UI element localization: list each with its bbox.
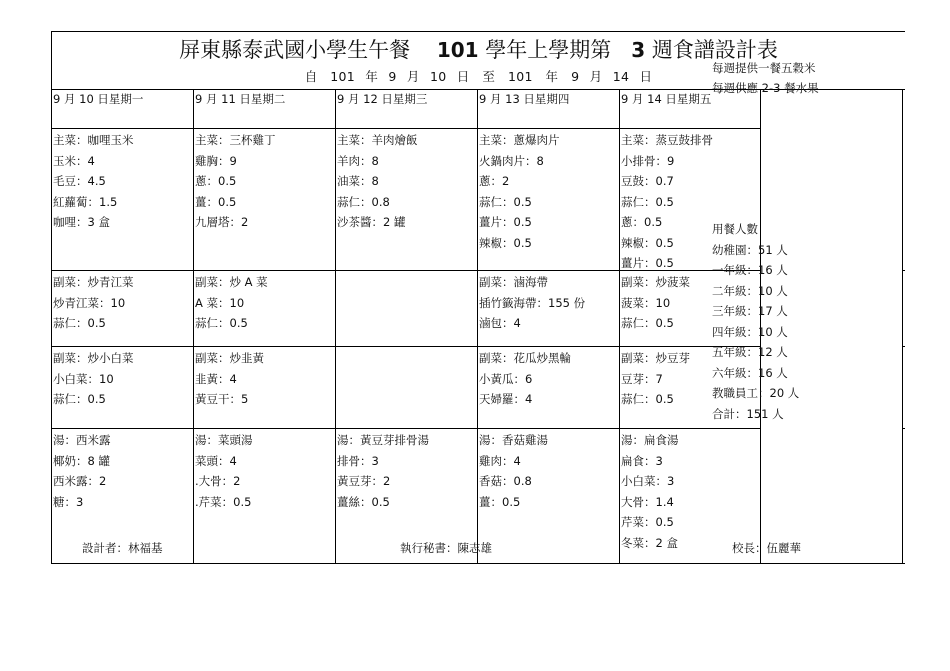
secretary-label: 執行秘書：陳志雄 <box>400 541 492 555</box>
side-dish-line: A 菜：10 <box>195 295 245 310</box>
row-rule <box>51 428 760 429</box>
main-dish-line: 咖哩：3 盒 <box>53 215 110 229</box>
principal-label: 校長：伍麗華 <box>732 541 801 555</box>
day-header: 9 月 13 日星期四 <box>479 92 570 106</box>
side-dish-line: 副菜：炒小白菜 <box>53 351 134 365</box>
headcount-row: 二年級：10 人 <box>712 283 788 298</box>
soup-line: 菜頭：4 <box>195 453 237 468</box>
menu-cell-soup <box>479 430 548 512</box>
soup-line: 香菇：0.8 <box>479 474 532 488</box>
title-part3: 週食譜設計表 <box>651 38 778 62</box>
side-dish-line: 蒜仁：0.5 <box>53 392 106 406</box>
designer-label: 設計者：林福基 <box>82 541 163 555</box>
main-dish-line: 主菜：蔥爆肉片 <box>479 133 560 147</box>
title-year: 101 <box>436 38 479 62</box>
soup-line: 湯：黃豆芽排骨湯 <box>337 433 429 447</box>
day-header: 9 月 14 日星期五 <box>621 92 712 106</box>
soup-line: 冬菜：2 盒 <box>621 535 678 550</box>
note-fruit: 每週供應 2-3 餐水果 <box>712 81 819 95</box>
menu-cell-side1 <box>479 272 585 334</box>
menu-cell-soup <box>53 430 111 512</box>
headcount-row: 四年級：10 人 <box>712 324 788 339</box>
column-rule <box>619 89 620 564</box>
side-dish-line: 副菜：滷海帶 <box>479 275 548 289</box>
soup-line: 大骨：1.4 <box>621 494 674 509</box>
side-dish-line: 炒青江菜：10 <box>53 295 126 310</box>
menu-cell-soup <box>621 430 679 553</box>
row-rule <box>51 346 760 347</box>
soup-line: 湯：香菇雞湯 <box>479 433 548 447</box>
column-rule <box>335 89 336 564</box>
title-part2: 學年上學期第 <box>485 38 612 62</box>
soup-line: 椰奶：8 罐 <box>53 453 110 468</box>
side-dish-line: 黃豆干：5 <box>195 392 249 406</box>
weekly-note <box>712 58 819 98</box>
main-dish-line: 主菜：咖哩玉米 <box>53 133 134 147</box>
soup-line: 小白菜：3 <box>621 474 675 488</box>
headcount-row: 合計：151 人 <box>712 406 784 421</box>
main-dish-line: 蒜仁：0.8 <box>337 194 390 209</box>
main-dish-line: 羊肉：8 <box>337 153 379 168</box>
soup-line: 薑絲：0.5 <box>337 494 390 509</box>
side-dish-line: 副菜：炒 A 菜 <box>195 275 268 289</box>
soup-line: 排骨：3 <box>337 453 379 468</box>
side-dish-line: 豆芽：7 <box>621 371 663 386</box>
main-dish-line: 主菜：蒸豆鼓排骨 <box>621 133 713 147</box>
soup-line: 西米露：2 <box>53 474 107 488</box>
title-week: 3 <box>631 38 646 62</box>
main-dish-line: 主菜：羊肉燴飯 <box>337 133 418 147</box>
soup-line: .大骨：2 <box>195 474 241 488</box>
side-dish-line: 蒜仁：0.5 <box>621 316 674 330</box>
side-dish-line: 滷包：4 <box>479 316 521 330</box>
row-rule <box>51 128 760 129</box>
menu-cell-main <box>53 130 134 233</box>
headcount-row: 三年級：17 人 <box>712 304 788 318</box>
main-dish-line: 雞胸：9 <box>195 153 237 168</box>
headcount-title: 用餐人數 <box>712 222 758 236</box>
main-dish-line: 玉米：4 <box>53 153 95 168</box>
headcount-row: 六年級：16 人 <box>712 365 788 380</box>
side-dish-line: 副菜：炒豆芽 <box>621 351 690 365</box>
menu-cell-main <box>479 130 560 253</box>
side-dish-line: 小白菜：10 <box>53 371 114 386</box>
side-dish-line: 蒜仁：0.5 <box>53 316 106 330</box>
menu-cell-main <box>195 130 276 233</box>
menu-cell-side2 <box>621 348 690 410</box>
main-dish-line: 九層塔：2 <box>195 215 249 229</box>
soup-line: 扁食：3 <box>621 453 663 468</box>
side-dish-line: 菠菜：10 <box>621 295 671 310</box>
soup-line: 糖：3 <box>53 494 84 509</box>
main-dish-line: 辣椒：0.5 <box>621 235 674 250</box>
menu-cell-side1 <box>195 272 268 334</box>
day-header: 9 月 11 日星期二 <box>195 92 286 106</box>
column-rule <box>902 89 903 564</box>
main-dish-line: 蔥：0.5 <box>195 174 237 188</box>
day-header: 9 月 10 日星期一 <box>53 92 144 106</box>
headcount-row: 五年級：12 人 <box>712 345 788 359</box>
main-dish-line: 沙茶醬：2 罐 <box>337 215 406 229</box>
column-rule <box>193 89 194 564</box>
side-dish-line: 韭黃：4 <box>195 371 237 386</box>
main-dish-line: 油菜：8 <box>337 174 379 188</box>
menu-cell-side1 <box>621 272 690 334</box>
side-dish-line: 副菜：炒菠菜 <box>621 275 690 289</box>
main-dish-line: 薑片：0.5 <box>479 215 532 229</box>
menu-cell-soup <box>337 430 429 512</box>
main-dish-line: 毛豆：4.5 <box>53 174 106 188</box>
date-range: 自 101 年 9 月 10 日 至 101 年 9 月 14 日 <box>304 69 653 84</box>
main-dish-line: 薑片：0.5 <box>621 256 674 270</box>
soup-line: 湯：西米露 <box>53 433 111 447</box>
headcount <box>712 219 799 424</box>
main-dish-line: 紅蘿蔔：1.5 <box>53 194 118 209</box>
column-rule <box>477 89 478 564</box>
headcount-row: 幼稚園：51 人 <box>712 242 788 257</box>
headcount-row: 教職員工：20 人 <box>712 386 800 400</box>
side-dish-line: 蒜仁：0.5 <box>621 392 674 406</box>
side-dish-line: 小黃瓜：6 <box>479 371 533 386</box>
soup-line: 雞肉：4 <box>479 453 521 468</box>
soup-line: 湯：菜頭湯 <box>195 433 253 447</box>
soup-line: 湯：扁食湯 <box>621 433 679 447</box>
main-dish-line: 主菜：三杯雞丁 <box>195 133 276 147</box>
soup-line: 黃豆芽：2 <box>337 474 391 488</box>
side-dish-line: 副菜：炒韭黃 <box>195 351 264 365</box>
menu-cell-side2 <box>195 348 264 410</box>
side-dish-line: 蒜仁：0.5 <box>195 316 248 330</box>
headcount-row: 一年級：16 人 <box>712 263 788 277</box>
soup-line: 薑：0.5 <box>479 494 521 509</box>
menu-cell-soup <box>195 430 253 512</box>
side-dish-line: 插竹籤海帶：155 份 <box>479 295 586 310</box>
soup-line: .芹菜：0.5 <box>195 494 252 509</box>
soup-line: 芹菜：0.5 <box>621 515 674 529</box>
side-dish-line: 天婦羅：4 <box>479 392 533 406</box>
menu-cell-side1 <box>53 272 134 334</box>
day-header: 9 月 12 日星期三 <box>337 92 428 106</box>
main-dish-line: 蒜仁：0.5 <box>621 194 674 209</box>
main-dish-line: 辣椒：0.5 <box>479 235 532 250</box>
side-dish-line: 副菜：炒青江菜 <box>53 275 134 289</box>
main-dish-line: 豆鼓：0.7 <box>621 174 674 188</box>
note-grain: 每週提供一餐五穀米 <box>712 61 816 75</box>
main-dish-line: 蒜仁：0.5 <box>479 194 532 209</box>
main-dish-line: 小排骨：9 <box>621 153 675 168</box>
main-dish-line: 蔥：0.5 <box>621 215 663 229</box>
main-dish-line: 蔥：2 <box>479 174 510 188</box>
menu-cell-main <box>337 130 418 233</box>
title-part1: 屏東縣泰武國小學生午餐 <box>179 38 411 62</box>
main-dish-line: 火鍋肉片：8 <box>479 153 544 168</box>
side-dish-line: 副菜：花瓜炒黑輪 <box>479 351 571 365</box>
menu-cell-side2 <box>53 348 134 410</box>
menu-cell-side2 <box>479 348 571 410</box>
main-dish-line: 薑：0.5 <box>195 194 237 209</box>
menu-cell-main <box>621 130 713 274</box>
